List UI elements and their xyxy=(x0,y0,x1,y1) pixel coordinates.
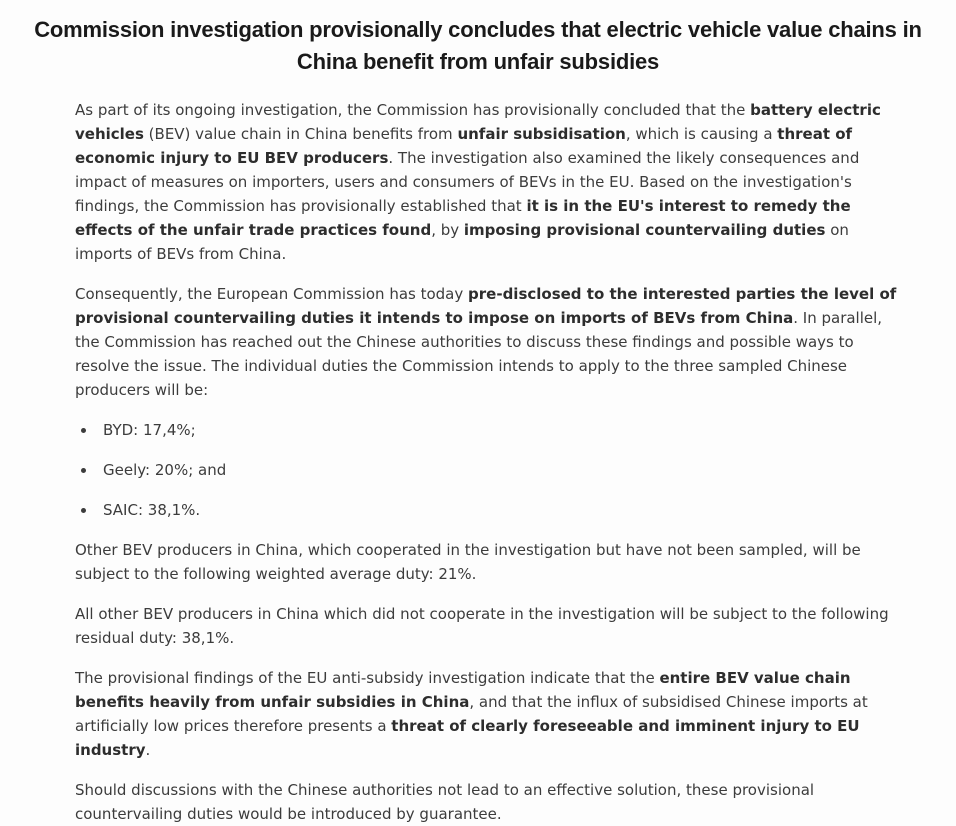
bullet-icon xyxy=(81,508,86,513)
text-run: (BEV) value chain in China benefits from xyxy=(143,125,458,143)
paragraph xyxy=(75,666,908,762)
article-body xyxy=(0,78,956,826)
list-item-text: Geely: 20%; and xyxy=(103,461,227,479)
text-run: . In parallel, the Commission has reached out the Chinese authorities to discuss these findings and possible ways to resolve the issue. The individual duties the Commission intends to apply to the three sampled Chinese producers will be: xyxy=(75,309,883,399)
bullet-icon xyxy=(81,468,86,473)
text-run: , by xyxy=(431,221,464,239)
bullet-icon xyxy=(81,428,86,433)
paragraph xyxy=(75,538,908,586)
paragraph xyxy=(75,282,908,402)
text-run: . xyxy=(145,741,151,759)
bold-text-run: imposing provisional countervailing duties xyxy=(463,221,826,239)
text-run: Other BEV producers in China, which cooperated in the investigation but have not been sampled, will be subject to the following weighted average duty: 21%. xyxy=(75,541,861,583)
list-item xyxy=(75,418,908,442)
text-run: Should discussions with the Chinese authorities not lead to an effective solution, these provisional countervailing duties would be introduced by guarantee. xyxy=(75,781,815,823)
text-run: As part of its ongoing investigation, the Commission has provisionally concluded that the xyxy=(75,101,751,119)
bold-text-run: threat of clearly foreseeable and imminent injury to EU industry xyxy=(75,717,860,759)
paragraph xyxy=(75,98,908,266)
bold-text-run: it is in the EU's interest to remedy the effects of the unfair trade practices found xyxy=(75,197,851,239)
paragraph xyxy=(75,602,908,650)
bold-text-run: entire BEV value chain benefits heavily from unfair subsidies in China xyxy=(75,669,851,711)
paragraph-truncated xyxy=(75,778,908,826)
text-run: on imports of BEVs from China. xyxy=(75,221,849,263)
text-run: Consequently, the European Commission has today xyxy=(75,285,469,303)
text-run: , and that the influx of subsidised Chinese imports at artificially low prices therefore presents a xyxy=(75,693,868,735)
bold-text-run: threat of economic injury to EU BEV producers xyxy=(75,125,853,167)
list-item-text: BYD: 17,4%; xyxy=(103,421,196,439)
list-item xyxy=(75,498,908,522)
list-item-text: SAIC: 38,1%. xyxy=(103,501,201,519)
article-title: Commission investigation provisionally concludes that electric vehicle value chains in China benefit from unfair subsidies xyxy=(34,17,922,74)
bold-text-run: pre-disclosed to the interested parties the level of provisional countervailing duties it intends to impose on imports of BEVs from China xyxy=(75,285,897,327)
text-run: . The investigation also examined the likely consequences and impact of measures on importers, users and consumers of BEVs in the EU. Based on the investigation's findings, the Commission has provisionally established that xyxy=(75,149,860,215)
text-run: All other BEV producers in China which did not cooperate in the investigation will be subject to the following residual duty: 38,1%. xyxy=(75,605,889,647)
bold-text-run: unfair subsidisation xyxy=(457,125,626,143)
text-run: , which is causing a xyxy=(625,125,778,143)
text-run: The provisional findings of the EU anti-subsidy investigation indicate that the xyxy=(75,669,660,687)
duty-rate-list xyxy=(75,418,908,522)
press-release-page xyxy=(0,14,956,823)
list-item xyxy=(75,458,908,482)
bold-text-run: battery electric vehicles xyxy=(75,101,881,143)
